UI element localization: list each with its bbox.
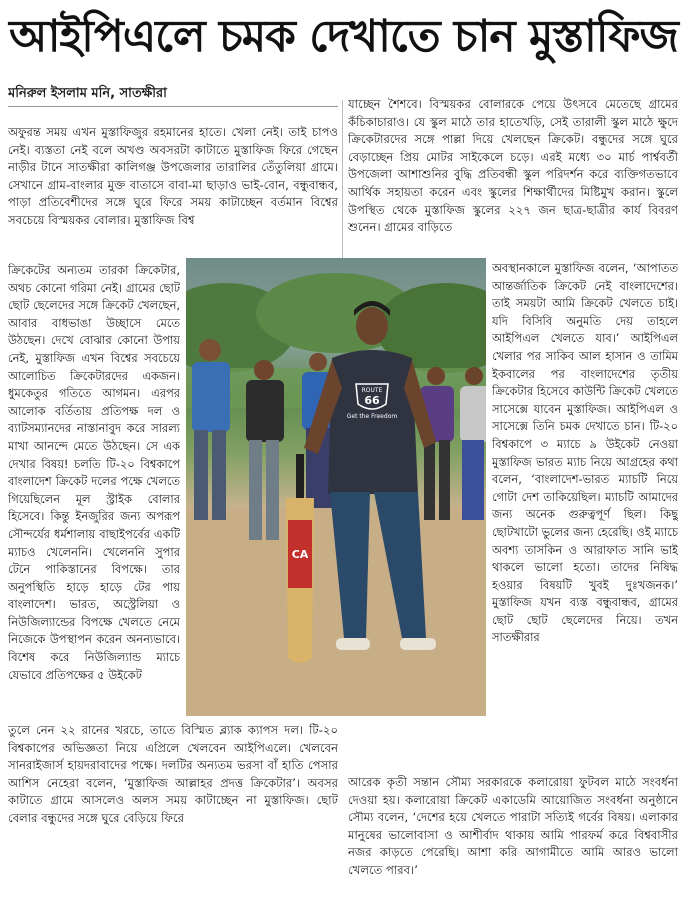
column-divider: [342, 100, 343, 260]
bat-sticker-text: CA: [291, 548, 309, 561]
shirt-logo-top: ROUTE: [361, 387, 383, 394]
headline: আইপিএলে চমক দেখাতে চান মুস্তাফিজ: [9, 10, 678, 62]
article-photo: [186, 258, 486, 716]
byline: মনিরুল ইসলাম মনি, সাতক্ষীরা: [8, 84, 338, 107]
shirt-logo-number: 66: [364, 394, 380, 407]
bystander-far-right: [460, 367, 486, 520]
article-right-narrow: অবস্থানকালে মুস্তাফিজ বলেন, ‘আপাতত আন্তর্জাতিক ক্রিকেট নেই বাংলাদেশের। তাই সময়টা আমি ক্রিকেট খেলতে চাই। যদি বিসিবি অনুমতি দেয় তাহলে আইপিএল খেলতে যাব।’ আইপিএল খেলার পর সাকিব আল হাসান ও তামিম ইকবালের পর বাংলাদেশের তৃতীয় ক্রিকেটার হিসেবে কাউন্টি ক্রিকেট খেলতে সাসেক্সে যাবেন মুস্তাফিজ। আইপিএল ও সাসেক্সে তিনি চমক দেখাতে চান। টি-২০ বিশ্বকাপে ৩ ম্যাচে ৯ উইকেট নেওয়া মুস্তাফিজ ভারত ম্যাচ নিয়ে আগ্রহের কথা বলেন, ‘বাংলাদেশ-ভারত ম্যাচটি নিয়ে গোটা দেশ তাকিয়েছিল। ম্যাচটি আমাদের জন্য অনেক গুরুত্বপূর্ণ ছিল। কিছু ছোটখাটো ভুলের জন্য হেরেছি। ওই ম্যাচে অবশ্য তাসকিন ও আরাফাত সানি ভাই থাকলে ভালো হতো। তাদের নিষিদ্ধ হওয়ার বিষয়টি খুবই দুঃখজনক।’ মুস্তাফিজ যখন ব্যস্ত বন্ধুবান্ধব, গ্রামের ছোট ছোট ছেলেদের নিয়ে। তখন সাতক্ষীরার: [492, 261, 678, 645]
article-right-top: যাচ্ছেন শৈশবে। বিস্ময়কর বোলারকে পেয়ে উৎসবে মেতেছে গ্রামের কঁচিকাচারাও। যে স্কুল মাঠে তার হাতেখড়ি, সেই তারালী স্কুল মাঠে ক্ষুদে ক্রিকেটারদের সঙ্গে পাল্লা দিয়ে খেলছেন ক্রিকেট। বন্ধুদের সঙ্গে ঘুরে বেড়াচ্ছেন প্রিয় মোটর সাইকেলে চড়ে। এরই মধ্যে ৩০ মার্চ পার্শ্ববর্তী উপজেলা আশাশুনির বুদ্ধি প্রতিবন্ধী স্কুল পরিদর্শন করে ব্যক্তিগতভাবে আর্থিক সহায়তা করেন এবং স্কুলের শিক্ষার্থীদের মিষ্টিমুখ করান। স্কুলে উপস্থিত থেকে মুস্তাফিজ স্কুলের ২২৭ জন ছাত্র-ছাত্রীর কার্য বিবরণ শুনেন। গ্রামের বাড়িতে: [348, 97, 678, 235]
bystander-left: [192, 339, 230, 520]
article-left-bottom: তুলে নেন ২২ রানের খরচে, তাতে বিস্মিত ব্ল্যাক ক্যাপস দল। টি-২০ বিশ্বকাপের অভিজ্ঞতা নিয়ে এপ্রিলে খেলবেন আইপিএলে। খেলবেন সানরাইজার্স হায়দরাবাদের পক্ষে। দলটির অন্যতম ভরসা বাঁ হাতি পেসার আশিস নেহেরা বলেন, ‘মুস্তাফিজ আল্লাহর প্রদত্ত ক্রিকেটার’। অবসর কাটাতে গ্রামে আসলেও অলস সময় কাটাচ্ছেন না মুস্তাফিজ। ছোট বেলার বন্ধুদের সঙ্গে ঘুরে বেড়িয়ে ফিরে: [8, 723, 338, 825]
photo-illustration: [186, 258, 486, 716]
article-right-bottom: আরেক কৃতী সন্তান সৌম্য সরকারকে কলারোয়া ফুটবল মাঠে সংবর্ধনা দেওয়া হয়। কলারোয়া ক্রিকেট একাডেমি আয়োজিত সংবর্ধনা অনুষ্ঠানে সৌম্য বলেন, ‘দেশের হয়ে খেলতে পারাটা সত্যিই গর্বের বিষয়। এলাকার মানুষের ভালোবাসা ও আশীর্বাদ থাকায় আমি পারফর্ম করে বিশ্ববাসীর নজর কাড়তে পেরেছি। আশা করি আগামীতে আমি আরও ভালো খেলতে পারব।’: [348, 775, 678, 877]
article-left-top: অফুরন্ত সময় এখন মুস্তাফিজুর রহমানের হাতে। খেলা নেই। তাই চাপও নেই। ব্যস্ততা নেই বলে অখণ্ড অবসরটা কাটাতে মুস্তাফিজ ফিরে গেছেন নাড়ীর টানে সাতক্ষীরা কালিগঞ্জ উপজেলার তারালির তেঁতুলিয়া গ্রামে। সেখানে গ্রাম-বাংলার মুক্ত বাতাসে বাবা-মা ছাড়াও ভাই-বোন, বন্ধুবান্ধব, পাড়া প্রতিবেশীদের সঙ্গে ঘুরে ফিরে সময় কাটাচ্ছেন বর্তমান বিশ্বের সবচেয়ে বিস্ময়কর বোলার। মুস্তাফিজ বিশ্ব: [8, 125, 338, 227]
article-left-narrow: ক্রিকেটের অন্যতম তারকা ক্রিকেটার, অথচ কোনো গরিমা নেই। গ্রামের ছোট ছোট ছেলেদের সঙ্গে ক্রিকেট খেলছেন, আবার বাধভাঙা উচ্ছাসে মেতে উঠছেন। দেখে বোঝার কোনো উপায় নেই, মুস্তাফিজ এখন বিশ্বের সবচেয়ে আলোচিত ক্রিকেটারদের একজন। ধুমকেতুর গতিতে আগমন। এরপর আলোক বর্তিতায় প্রতিপক্ষ দল ও ব্যাটসম্যানদের নাস্তানাবুদ করে সারল্য মাখা আনন্দে মেতে উঠছেন। সে এক দেখার বিষয়! চলতি টি-২০ বিশ্বকাপে বাংলাদেশ ক্রিকেট দলের পক্ষে খেলতে গিয়েছিলেন মূল স্ট্রাইক বোলার হিসেবে। কিন্তু ইনজুরির জন্য অপরূপ সৌন্দর্যের ধর্মশালায় বাছাইপর্বের একটি ম্যাচও খেলেননি। খেলেননি সুপার টেনে পাকিস্তানের বিপক্ষে। তার অনুপস্থিতি হাড়ে হাড়ে টের পায় বাংলাদেশ। ভারত, অস্ট্রেলিয়া ও নিউজিল্যান্ডের বিপক্ষে খেলতে নেমে নিজেকে উপস্থাপন করেন অনন্যভাবে। বিশেষ করে নিউজিল্যান্ড ম্যাচে যেভাবে প্রতিপক্ষের ৫ উইকেট: [8, 263, 180, 682]
shirt-slogan: Get the Freedom: [346, 413, 398, 420]
